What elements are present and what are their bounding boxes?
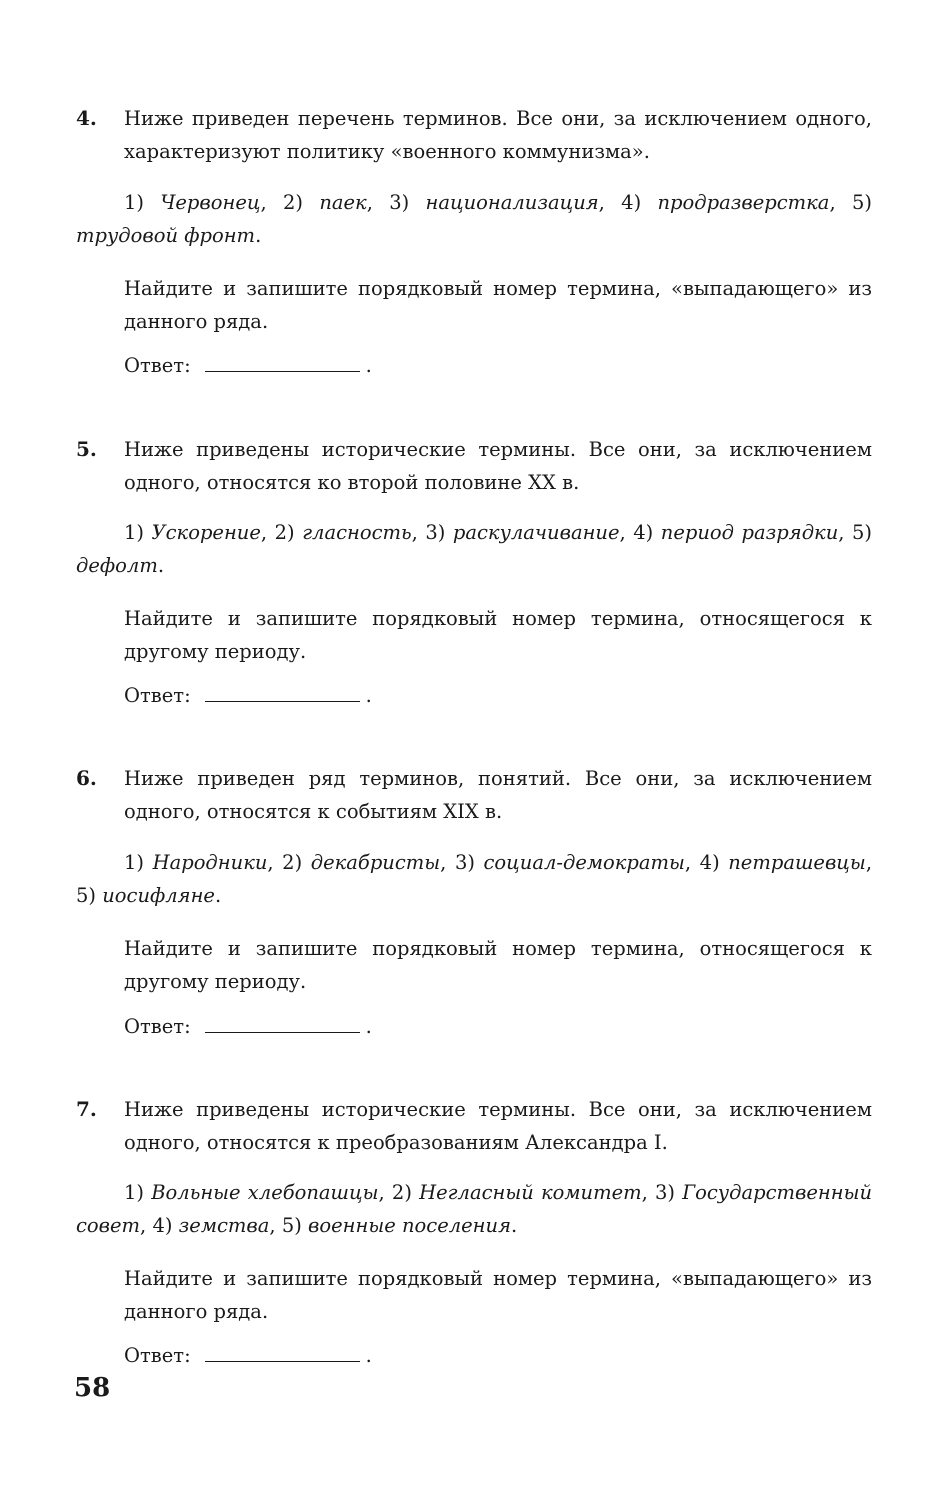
answer-row: Ответ: . (124, 349, 372, 382)
term-number: 2) (282, 851, 311, 874)
term-number: 4) (152, 1214, 179, 1237)
page-number: 58 (74, 1373, 111, 1403)
task-stem: Ниже приведен перечень терминов. Все они, за исключением одного, характеризуют политику «военного коммунизма». (124, 107, 872, 163)
term-number: 4) (633, 521, 661, 544)
term-text: период разрядки (660, 521, 839, 544)
terms-list: 1) Народники, 2) декабристы, 3) социал-демократы, 4) петрашевцы, 5) иосифляне. (76, 851, 873, 907)
term-text: Государственный совет (76, 1181, 873, 1237)
task-number: 4. (76, 106, 97, 130)
answer-field[interactable] (205, 1339, 360, 1362)
term-text: дефолт (76, 554, 158, 577)
term-number: 2) (391, 1181, 420, 1204)
task-number: 6. (76, 766, 97, 790)
term-number: 3) (389, 191, 426, 214)
task-stem: Ниже приведен ряд терминов, понятий. Все они, за исключением одного, относятся к событиям XIX в. (124, 767, 872, 823)
answer-row: Ответ: . (124, 1339, 372, 1372)
term-text: продразверстка (657, 191, 830, 214)
term-text: земства (178, 1214, 270, 1237)
term-text: Вольные хлебопашцы (151, 1181, 379, 1204)
term-text: паек (319, 191, 367, 214)
term-number: 1) (124, 191, 161, 214)
task-number: 7. (76, 1097, 97, 1121)
term-number: 1) (124, 521, 152, 544)
term-text: раскулачивание (452, 521, 620, 544)
term-text: декабристы (310, 851, 441, 874)
term-number: 1) (124, 851, 153, 874)
task-stem: Ниже приведены исторические термины. Все они, за исключением одного, относятся к преобразованиям Александра I. (124, 1098, 872, 1154)
term-text: трудовой фронт (76, 224, 256, 247)
terms-list: 1) Вольные хлебопашцы, 2) Негласный комитет, 3) Государственный совет, 4) земства, 5) военные поселения. (76, 1181, 873, 1237)
term-number: 5) (76, 884, 103, 907)
answer-label: Ответ: (124, 354, 191, 377)
answer-label: Ответ: (124, 684, 191, 707)
term-text: национализация (425, 191, 599, 214)
term-number: 4) (621, 191, 658, 214)
term-text: петрашевцы (728, 851, 866, 874)
term-number: 3) (655, 1181, 683, 1204)
term-text: военные поселения (308, 1214, 512, 1237)
task-instruction: Найдите и запишите порядковый номер термина, относящегося к другому периоду. (124, 937, 872, 993)
term-text: Народники (152, 851, 268, 874)
terms-list: 1) Червонец, 2) паек, 3) национализация, 4) продразверстка, 5) трудовой фронт. (76, 191, 872, 247)
answer-field[interactable] (205, 349, 360, 372)
term-text: иосифляне (102, 884, 215, 907)
answer-row: Ответ: . (124, 679, 372, 712)
term-number: 2) (283, 191, 320, 214)
task-instruction: Найдите и запишите порядковый номер термина, относящегося к другому периоду. (124, 607, 872, 663)
answer-label: Ответ: (124, 1015, 191, 1038)
answer-field[interactable] (205, 679, 360, 702)
term-number: 5) (281, 1214, 309, 1237)
term-text: социал-демократы (483, 851, 685, 874)
term-number: 1) (124, 1181, 152, 1204)
term-number: 5) (851, 521, 872, 544)
term-number: 5) (851, 191, 872, 214)
term-number: 3) (425, 521, 453, 544)
term-number: 4) (699, 851, 729, 874)
term-text: Червонец (160, 191, 261, 214)
answer-label: Ответ: (124, 1344, 191, 1367)
term-number: 3) (454, 851, 484, 874)
terms-list: 1) Ускорение, 2) гласность, 3) раскулачивание, 4) период разрядки, 5) дефолт. (76, 521, 872, 577)
term-text: Ускорение (151, 521, 261, 544)
term-text: Негласный комитет (419, 1181, 642, 1204)
term-text: гласность (302, 521, 412, 544)
task-instruction: Найдите и запишите порядковый номер термина, «выпадающего» из данного ряда. (124, 1267, 872, 1323)
task-number: 5. (76, 437, 97, 461)
task-instruction: Найдите и запишите порядковый номер термина, «выпадающего» из данного ряда. (124, 277, 872, 333)
answer-row: Ответ: . (124, 1010, 372, 1043)
answer-field[interactable] (205, 1010, 360, 1033)
term-number: 2) (274, 521, 303, 544)
task-stem: Ниже приведены исторические термины. Все они, за исключением одного, относятся ко второй половине XX в. (124, 438, 872, 494)
